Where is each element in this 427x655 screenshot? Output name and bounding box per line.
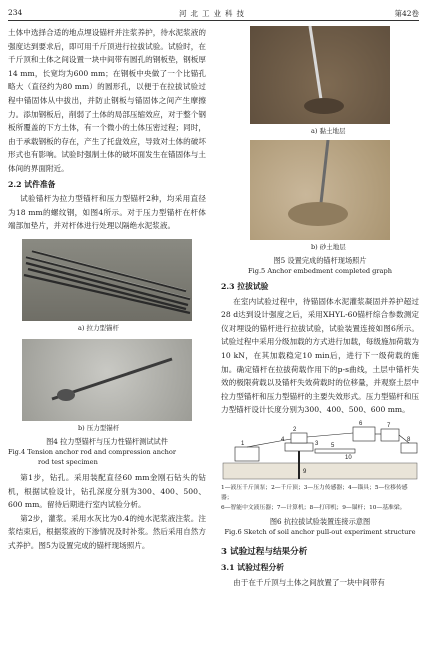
fig5-subcaption-a: a) 黏土地层 xyxy=(311,127,346,135)
section-3-1-paragraph: 由于在千斤顶与土体之间放置了一块中间带有 xyxy=(233,577,386,587)
diagram-label-4: 4 xyxy=(281,436,285,443)
section-2-3-heading: 2.3 拉拔试验 xyxy=(221,282,269,291)
diagram-label-5: 5 xyxy=(331,442,335,449)
intro-paragraph: 土体中选择合适的地点埋设锚杆并注浆养护，待水泥浆液的强度达到要求后，即可用千斤顶进行拉拔试验。试验时，在千斤顶和土体之间设置一块中间带有圆孔的钢板垫，钢板厚14 mm，长宽均为600 mm；在钢板中央做了一个比锚孔略大（直径约为80 mm）的圆形孔，以便于在拉拔试验过程中锚固体从中拔出，并防止钢板与锚固体之间产生摩擦力。添加钢板后，削弱了土体的局部压缩效应，对于整个钢板所覆盖的下方土体，有一个微小的土体压密过程；同时，由于承载钢板的存在，产生了托盘效应，导致对土体的破坏形式也有影响。试验时强制土体的破坏面发生在锚固体与土体间的界面附近。 xyxy=(8,28,206,173)
sand-stratum-photo xyxy=(250,140,390,240)
section-2-3-paragraph: 在室内试验过程中，待锚固体水泥灌浆凝固并养护超过28 d达到设计强度之后，采用XHYL-60锚杆综合参数测定仪对埋设的锚杆进行拉拔试验，试验装置连接如图6所示。试验过程中采用分级加载的方式进行加载，每级施加荷载为10 kN，在其加载稳定10 min后，进行下一级荷载的施加。确定锚杆在拉拔荷载作用下的p-s曲线，土层中锚杆失效的极限荷载以及锚杆失效荷载时的位移量，并观察土层中拉力型锚杆和压力型锚杆的主要失效形式。压力型锚杆和压力型锚杆设计长度分别为300、400、500、600 mm。 xyxy=(221,296,419,415)
diagram-label-10: 10 xyxy=(345,454,352,461)
pullout-test-setup-diagram xyxy=(221,419,419,481)
diagram-label-6: 6 xyxy=(359,420,363,427)
diagram-label-7: 7 xyxy=(387,422,391,429)
fig5-subcaption-b: b) 砂土地层 xyxy=(311,243,346,251)
volume-label: 第42卷 xyxy=(394,9,419,18)
diagram-label-2: 2 xyxy=(293,426,297,433)
fig4-caption-cn: 图4 拉力型锚杆与压力性锚杆测试试件 xyxy=(46,436,168,446)
diagram-label-1: 1 xyxy=(241,440,245,447)
right-column xyxy=(221,26,419,589)
diagram-label-3: 3 xyxy=(315,440,319,447)
fig5-caption-cn: 图5 设置完成的锚杆现场照片 xyxy=(273,256,367,265)
fig6-caption-en: Fig.6 Sketch of soil anchor pull-out experiment structure xyxy=(224,527,416,536)
section-3-heading: 3 试验过程与结果分析 xyxy=(221,546,308,557)
fig6-legend-line2: 6—智能中文液压器；7—计算机；8—打印机；9—锚杆；10—基准梁。 xyxy=(221,504,406,511)
section-2-2-heading: 2.2 试件准备 xyxy=(8,179,56,189)
tension-anchor-photo xyxy=(22,239,192,321)
fig5-caption-en: Fig.5 Anchor embedment completed graph xyxy=(248,267,392,275)
diagram-label-8: 8 xyxy=(407,436,411,443)
clay-stratum-photo xyxy=(250,26,390,124)
journal-title: 河北工业科技 xyxy=(179,9,248,18)
compression-anchor-rod-image xyxy=(22,339,192,421)
section-2-2-paragraph: 试验锚杆为拉力型锚杆和压力型锚杆2种，均采用直径为18 mm的螺纹钢，如图4所示。对于压力型锚杆在杆体端部加垫片，并对杆体进行处理以隔绝水泥浆液。 xyxy=(8,194,206,231)
sand-anchor-image xyxy=(250,140,390,240)
tension-anchor-rods-image xyxy=(22,239,192,321)
step1-paragraph: 第1步，钻孔。采用装配直径60 mm金刚石钻头的钻机，根据试验设计，钻孔深度分别为300、400、500、600 mm。留待后期进行室内试验分析。 xyxy=(8,472,206,510)
fig6-caption-cn: 图6 抗拉拔试验装置连接示意图 xyxy=(269,516,371,526)
left-column xyxy=(8,26,206,552)
fig4-caption-en-line2: rod test specimen xyxy=(38,457,98,466)
fig4-caption-en-line1: Fig.4 Tension anchor rod and compression anchor xyxy=(8,447,177,456)
compression-anchor-photo xyxy=(22,339,192,421)
clay-anchor-image xyxy=(250,26,390,124)
page-number: 234 xyxy=(8,8,23,17)
section-3-1-heading: 3.1 试验过程分析 xyxy=(221,562,285,572)
fig4-subcaption-a: a) 拉力型锚杆 xyxy=(78,323,119,332)
diagram-label-9: 9 xyxy=(303,468,307,475)
page-header xyxy=(8,4,419,21)
fig4-subcaption-b: b) 压力型锚杆 xyxy=(78,423,120,432)
step2-paragraph: 第2步，灌浆。采用水灰比为0.4的纯水泥浆液注浆。注浆结束后，根据浆液的下渗情况及时补浆。然后采用自然方式养护。图5为设置完成的锚杆现场照片。 xyxy=(8,513,206,550)
fig6-legend-line1: 1—液压千斤顶泵；2—千斤顶；3—压力传感器；4—锚具；5—位移传感器； xyxy=(221,484,408,501)
